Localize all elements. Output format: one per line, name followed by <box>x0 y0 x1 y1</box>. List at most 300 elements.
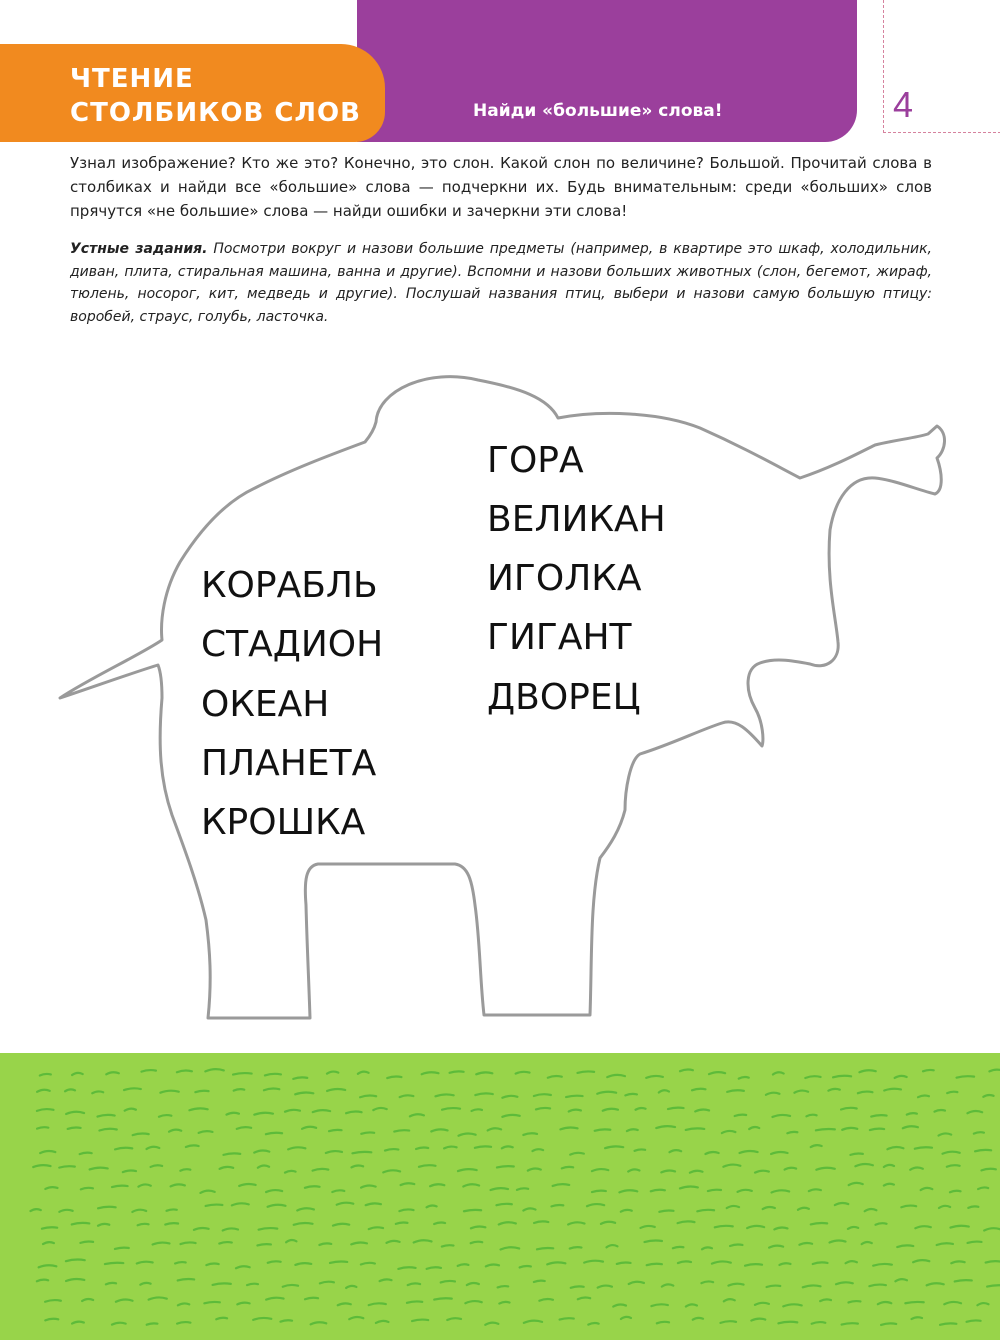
grass-dash <box>989 1070 1000 1072</box>
grass-dash <box>442 1245 454 1246</box>
grass-dash <box>200 1191 214 1193</box>
grass-dash <box>434 1223 445 1225</box>
grass-dash <box>237 1127 251 1129</box>
grass-dash <box>435 1094 453 1096</box>
grass-dash <box>458 1264 469 1266</box>
grass-dash <box>475 1093 492 1095</box>
grass-dash <box>226 1113 238 1115</box>
grass-dash <box>859 1070 875 1072</box>
grass-dash <box>427 1267 441 1269</box>
grass-dash <box>778 1322 797 1324</box>
grass-dash <box>629 1282 644 1284</box>
grass-dash <box>220 1167 234 1169</box>
grass-dash <box>352 1152 371 1153</box>
grass-dash <box>149 1297 167 1299</box>
grass-dash <box>592 1169 608 1171</box>
grass-dash <box>967 1320 981 1321</box>
grass-dash <box>320 1282 334 1284</box>
grass-dash <box>978 1187 988 1189</box>
grass-dash <box>458 1134 475 1136</box>
grass-dash <box>151 1165 163 1167</box>
grass-dash <box>678 1221 695 1223</box>
grass-dash <box>305 1186 320 1188</box>
grass-dash <box>598 1286 612 1288</box>
grass-dash <box>830 1241 846 1243</box>
grass-dash <box>884 1165 894 1167</box>
grass-dash <box>910 1168 923 1170</box>
grass-dash <box>467 1283 479 1285</box>
grass-dash <box>577 1071 594 1072</box>
word-kroshka[interactable]: КРОШКА <box>201 802 366 843</box>
grass-dash <box>921 1188 933 1190</box>
grass-dash <box>913 1260 929 1262</box>
grass-dash <box>496 1204 511 1205</box>
grass-dash <box>686 1304 697 1306</box>
grass-dash <box>878 1302 891 1304</box>
grass-dash <box>195 1091 208 1092</box>
word-stadion[interactable]: СТАДИОН <box>201 624 384 665</box>
grass-dash <box>905 1302 923 1303</box>
grass-dash <box>705 1152 718 1154</box>
grass-dash <box>749 1127 759 1129</box>
grass-dash <box>730 1244 742 1246</box>
grass-dash <box>499 1222 516 1224</box>
grass-dash <box>816 1129 835 1130</box>
grass-dash <box>486 1265 499 1267</box>
grass-dash <box>798 1208 809 1210</box>
grass-dash <box>223 1153 240 1155</box>
grass-dash <box>806 1115 816 1117</box>
grass-dash <box>253 1318 271 1320</box>
grass-dash <box>463 1184 479 1186</box>
grass-dash <box>875 1223 886 1225</box>
grass-dash <box>319 1243 331 1245</box>
grass-dash <box>327 1089 345 1091</box>
grass-dash <box>178 1279 195 1280</box>
grass-dash <box>570 1247 582 1248</box>
word-planeta[interactable]: ПЛАНЕТА <box>201 743 377 784</box>
grass-dash <box>947 1165 960 1167</box>
grass-dash <box>619 1190 637 1192</box>
word-gora[interactable]: ГОРА <box>487 440 584 481</box>
grass-dash <box>72 1322 84 1324</box>
grass-dash <box>728 1284 743 1286</box>
grass-dash <box>43 1242 54 1244</box>
grass-dash <box>516 1072 530 1074</box>
grass-dash <box>398 1267 415 1269</box>
grass-dash <box>349 1317 363 1319</box>
grass-dash <box>534 1281 545 1282</box>
grass-dash <box>39 1265 57 1267</box>
grass-dash <box>59 1166 75 1167</box>
grass-dash <box>668 1108 684 1109</box>
grass-dash <box>903 1126 918 1128</box>
grass-dash <box>194 1228 209 1230</box>
grass-dash <box>520 1266 531 1267</box>
grass-dash <box>327 1072 338 1074</box>
word-velikan[interactable]: ВЕЛИКАН <box>487 499 666 540</box>
grass-dash <box>771 1152 788 1154</box>
grass-dash <box>237 1303 249 1305</box>
grass-dash <box>99 1129 116 1131</box>
grass-dash <box>475 1146 491 1147</box>
grass-dash <box>763 1207 775 1209</box>
grass-dash <box>430 1184 444 1186</box>
grass-dash <box>605 1146 623 1148</box>
grass-dash <box>471 1226 485 1228</box>
grass-dash <box>805 1076 820 1078</box>
grass-dash <box>967 1111 982 1113</box>
grass-dash <box>332 1190 344 1192</box>
grass-dash <box>865 1209 877 1211</box>
grass-dash <box>686 1128 705 1130</box>
grass-dash <box>968 1206 978 1207</box>
grass-dash <box>636 1108 646 1110</box>
grass-dash <box>199 1131 213 1133</box>
grass-dash <box>286 1240 296 1242</box>
grass-dash <box>502 1115 519 1117</box>
grass-dash <box>690 1171 703 1173</box>
grass-dash <box>258 1165 269 1167</box>
grass-dash <box>569 1110 581 1112</box>
grass-dash <box>177 1322 190 1324</box>
grass-dash <box>80 1241 93 1242</box>
oral-tasks-label: Устные задания. <box>70 241 208 257</box>
grass-dash <box>977 1303 988 1305</box>
grass-dash <box>627 1129 638 1131</box>
grass-dash <box>523 1133 537 1135</box>
grass-dash <box>881 1323 896 1325</box>
grass-dash <box>772 1190 790 1192</box>
grass-dash <box>644 1241 662 1242</box>
grass-dash <box>720 1321 736 1323</box>
grass-dash <box>901 1206 916 1208</box>
grass-dash <box>528 1168 541 1170</box>
grass-dash <box>848 1301 860 1302</box>
grass-dash <box>772 1115 790 1117</box>
grass-dash <box>434 1298 452 1299</box>
grass-dash <box>739 1151 757 1153</box>
word-igolka[interactable]: ИГОЛКА <box>487 558 642 599</box>
grass-dash <box>65 1089 75 1091</box>
grass-dash <box>159 1115 171 1117</box>
grass-dash <box>849 1183 863 1185</box>
grass-dash <box>502 1146 513 1148</box>
grass-dash <box>427 1205 437 1207</box>
grass-dash <box>386 1241 399 1243</box>
grass-dash <box>984 1228 1000 1230</box>
grass-dash <box>387 1077 401 1079</box>
grass-dash <box>835 1203 848 1205</box>
grass-dash <box>166 1209 176 1210</box>
grass-dash <box>951 1261 964 1263</box>
grass-dash <box>584 1261 603 1263</box>
grass-dash <box>223 1228 238 1230</box>
grass-dash <box>68 1127 81 1128</box>
grass-band <box>0 1053 1000 1340</box>
grass-dash <box>955 1280 972 1281</box>
grass-dash <box>987 1285 1000 1286</box>
grass-dash <box>106 1283 116 1284</box>
grass-dash <box>175 1262 186 1263</box>
grass-dash <box>361 1132 374 1133</box>
grass-dash <box>45 1187 57 1189</box>
grass-dash <box>779 1263 790 1265</box>
grass-dash <box>311 1322 327 1324</box>
grass-dash <box>836 1282 853 1284</box>
grass-dash <box>621 1317 631 1319</box>
grass-dash <box>651 1304 667 1306</box>
grass-dash <box>695 1109 709 1111</box>
grass-dash <box>715 1226 733 1228</box>
grass-dash <box>42 1227 57 1228</box>
grass-dash <box>773 1072 784 1074</box>
grass-dash <box>259 1228 278 1230</box>
grass-dash <box>112 1186 128 1187</box>
grass-dash <box>205 1069 223 1071</box>
grass-dash <box>351 1166 363 1168</box>
grass-dash <box>407 1301 422 1302</box>
grass-dash <box>380 1279 392 1281</box>
grass-dash <box>697 1210 714 1211</box>
grass-dash <box>45 1319 58 1321</box>
grass-dash <box>383 1170 400 1172</box>
grass-dash <box>897 1245 913 1247</box>
grass-dash <box>983 1095 993 1097</box>
grass-dash <box>112 1323 126 1325</box>
grass-dash <box>724 1299 735 1301</box>
grass-dash <box>216 1318 227 1320</box>
grass-dash <box>90 1168 108 1170</box>
grass-dash <box>635 1149 646 1150</box>
grass-dash <box>855 1164 872 1166</box>
grass-dash <box>499 1302 509 1304</box>
grass-dash <box>536 1108 550 1109</box>
grass-dash <box>266 1133 282 1135</box>
grass-dash <box>950 1226 968 1228</box>
grass-dash <box>523 1208 535 1210</box>
grass-dash <box>975 1150 991 1151</box>
grass-dash <box>376 1321 389 1323</box>
grass-dash <box>647 1264 662 1265</box>
grass-dash <box>138 1184 150 1186</box>
grass-dash <box>915 1226 931 1228</box>
grass-dash <box>431 1129 447 1131</box>
grass-dash <box>400 1095 414 1097</box>
grass-dash <box>669 1150 681 1152</box>
grass-dash <box>937 1243 953 1245</box>
grass-dash <box>394 1130 409 1131</box>
grass-dash <box>305 1298 318 1300</box>
grass-dash <box>712 1261 731 1263</box>
grass-dash <box>488 1128 501 1130</box>
grass-dash <box>625 1094 637 1096</box>
grass-dash <box>842 1128 857 1130</box>
grass-dash <box>137 1262 153 1264</box>
grass-dash <box>346 1112 361 1114</box>
grass-dash <box>828 1089 839 1091</box>
page-subtitle: Найди «большие» слова! <box>473 101 723 121</box>
grass-dash <box>812 1322 826 1324</box>
grass-dash <box>442 1108 460 1110</box>
grass-dash <box>40 1074 51 1076</box>
grass-dash <box>833 1076 851 1078</box>
grass-strokes <box>0 1053 1000 1340</box>
grass-dash <box>621 1210 632 1212</box>
grass-dash <box>236 1266 250 1268</box>
grass-dash <box>419 1165 436 1167</box>
grass-dash <box>846 1261 857 1263</box>
grass-dash <box>285 1110 300 1112</box>
grass-dash <box>603 1109 618 1111</box>
grass-dash <box>766 1093 780 1095</box>
grass-dash <box>153 1243 170 1245</box>
grass-dash <box>472 1109 482 1111</box>
grass-dash <box>206 1205 223 1206</box>
grass-dash <box>783 1304 801 1306</box>
grass-dash <box>708 1190 721 1191</box>
grass-dash <box>180 1169 190 1171</box>
word-gigant[interactable]: ГИГАНТ <box>487 617 632 658</box>
grass-dash <box>257 1244 270 1245</box>
grass-dash <box>115 1148 132 1150</box>
grass-dash <box>895 1076 907 1078</box>
word-dvorets[interactable]: ДВОРЕЦ <box>487 677 641 718</box>
grass-dash <box>551 1205 563 1206</box>
grass-dash <box>189 1108 207 1110</box>
grass-dash <box>288 1147 305 1149</box>
grass-dash <box>692 1089 706 1091</box>
grass-dash <box>858 1092 873 1094</box>
grass-dash <box>813 1262 828 1264</box>
grass-dash <box>82 1299 93 1301</box>
grass-dash <box>165 1223 178 1224</box>
grass-dash <box>738 1190 752 1192</box>
grass-dash <box>570 1153 584 1155</box>
grass-dash <box>45 1300 61 1302</box>
grass-dash <box>657 1322 669 1324</box>
grass-dash <box>811 1145 822 1147</box>
grass-dash <box>592 1191 606 1192</box>
grass-dash <box>911 1317 922 1319</box>
grass-dash <box>360 1095 376 1097</box>
word-okean[interactable]: ОКЕАН <box>201 684 330 725</box>
grass-dash <box>659 1090 669 1092</box>
grass-dash <box>534 1094 551 1096</box>
grass-dash <box>33 1165 50 1167</box>
grass-dash <box>485 1323 498 1325</box>
grass-dash <box>501 1247 520 1249</box>
grass-dash <box>115 1248 129 1249</box>
grass-dash <box>862 1242 872 1244</box>
grass-dash <box>204 1302 220 1303</box>
grass-dash <box>673 1247 684 1248</box>
grass-dash <box>330 1261 347 1262</box>
grass-dash <box>458 1169 477 1171</box>
grass-dash <box>787 1132 797 1133</box>
grass-dash <box>234 1089 245 1091</box>
grass-dash <box>422 1072 439 1074</box>
grass-dash <box>524 1321 542 1323</box>
grass-dash <box>266 1298 283 1300</box>
grass-dash <box>722 1131 736 1133</box>
grass-dash <box>361 1185 376 1187</box>
word-korabl[interactable]: КОРАБЛЬ <box>201 565 378 606</box>
grass-dash <box>842 1323 858 1324</box>
grass-dash <box>346 1286 356 1288</box>
grass-dash <box>588 1323 598 1325</box>
grass-dash <box>918 1095 929 1097</box>
grass-dash <box>396 1222 408 1223</box>
grass-dash <box>661 1171 675 1173</box>
grass-dash <box>414 1240 432 1242</box>
grass-dash <box>816 1168 834 1170</box>
grass-dash <box>147 1323 158 1324</box>
grass-dash <box>702 1247 712 1249</box>
grass-dash <box>399 1209 413 1211</box>
grass-dash <box>160 1091 178 1093</box>
grass-dash <box>915 1147 932 1148</box>
grass-dash <box>254 1113 273 1115</box>
grass-dash <box>293 1077 307 1079</box>
grass-dash <box>295 1092 313 1094</box>
grass-dash <box>628 1169 639 1171</box>
grass-dash <box>659 1210 673 1211</box>
grass-dash <box>133 1133 149 1135</box>
grass-dash <box>264 1088 279 1090</box>
grass-dash <box>498 1286 509 1287</box>
grass-dash <box>416 1148 428 1149</box>
grass-dash <box>294 1223 313 1225</box>
grass-dash <box>646 1076 663 1078</box>
grass-dash <box>656 1126 675 1128</box>
grass-dash <box>947 1092 957 1093</box>
grass-dash <box>254 1151 269 1153</box>
grass-dash <box>37 1280 48 1282</box>
grass-dash <box>338 1303 351 1305</box>
grass-dash <box>617 1262 631 1263</box>
grass-dash <box>944 1302 961 1304</box>
grass-dash <box>940 1323 956 1324</box>
grass-dash <box>97 1115 114 1117</box>
grass-dash <box>884 1089 901 1091</box>
grass-dash <box>678 1261 691 1263</box>
grass-dash <box>138 1224 149 1225</box>
grass-dash <box>66 1279 84 1281</box>
grass-dash <box>560 1127 577 1129</box>
grass-dash <box>169 1130 181 1132</box>
grass-dash <box>566 1096 582 1097</box>
grass-dash <box>873 1264 892 1266</box>
grass-dash <box>871 1115 886 1116</box>
grass-dash <box>547 1262 565 1264</box>
grass-dash <box>774 1227 787 1229</box>
grass-dash <box>640 1226 654 1228</box>
grass-dash <box>59 1210 72 1212</box>
grass-dash <box>265 1074 281 1076</box>
grass-dash <box>597 1092 616 1094</box>
grass-dash <box>680 1070 693 1072</box>
grass-dash <box>887 1147 903 1149</box>
grass-dash <box>735 1115 747 1116</box>
grass-dash <box>81 1188 93 1190</box>
grass-dash <box>98 1224 109 1226</box>
grass-dash <box>141 1070 155 1072</box>
grass-dash <box>651 1190 665 1192</box>
grass-dash <box>942 1152 959 1154</box>
grass-dash <box>595 1129 611 1130</box>
grass-dash <box>92 1091 103 1093</box>
